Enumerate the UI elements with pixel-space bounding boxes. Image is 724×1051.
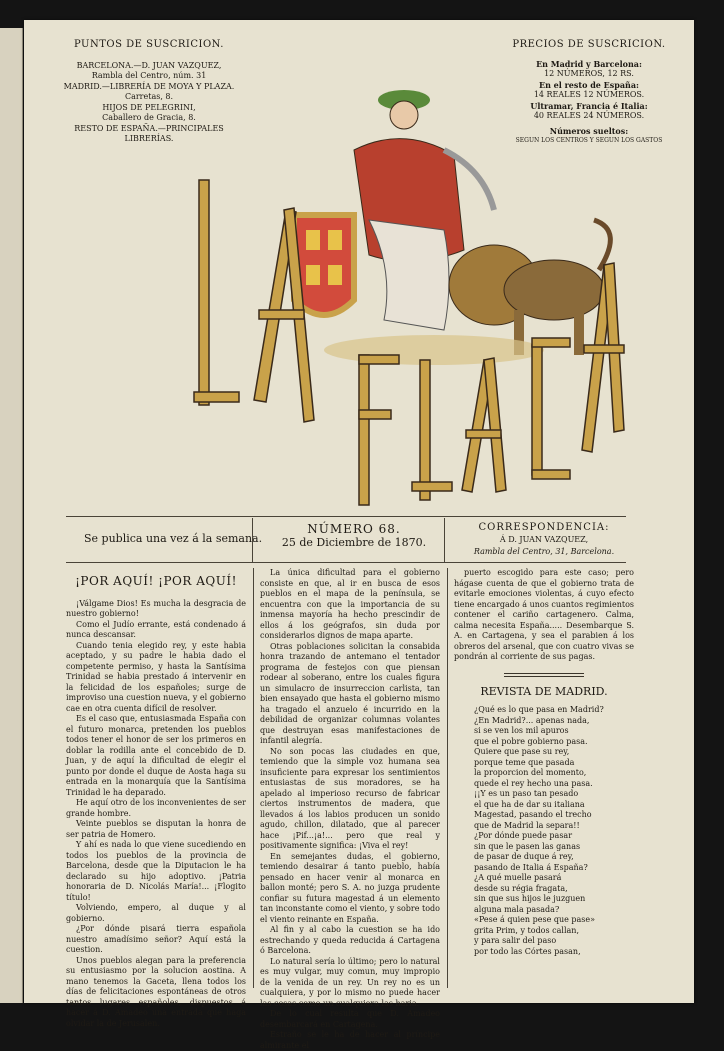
poem-line: y para salir del paso (474, 936, 557, 945)
poem-line: quede el rey hecho una pasa. (474, 778, 593, 788)
correspondence-name: Á D. JUAN VAZQUEZ, (499, 535, 589, 544)
masthead-illustration (154, 70, 644, 520)
bar-divider (252, 518, 253, 562)
subscription-line: HIJOS DE PELEGRINI, (102, 102, 196, 112)
column-divider (253, 568, 254, 988)
poem-line: ¿Qué es lo que pasa en Madrid? (474, 705, 604, 714)
paragraph: ¡Válgame Dios! Es mucha la desgracia de nuestro gobierno! (66, 598, 246, 618)
paragraph: Al fin y al cabo la cuestion se ha ido estrechando y queda reducida á Cartagena ó Barcelona. (260, 925, 440, 955)
poem-line: de pasar de duque á rey, (474, 852, 574, 861)
paragraph: Estraño se le ha de hacer al príncipe almirante el (260, 1030, 440, 1050)
paragraph: Como el Judío errante, está condenado á nunca descansar. (66, 619, 246, 639)
correspondence-title: CORRESPONDENCIA: (478, 522, 610, 533)
subscription-line: LIBRERÍAS. (124, 134, 174, 143)
poem-line: el que ha de dar su italiana (474, 799, 585, 809)
issue-date: 25 de Diciembre de 1870. (281, 536, 427, 549)
paragraph: De lo cual resulta que D. Amadeo desembarcará en Cartagena. (260, 1009, 440, 1029)
price-line: Números sueltos: (549, 125, 629, 136)
poem-line: ¡¡Y es un paso tan pesado (474, 789, 579, 798)
paragraph: No son pocas las ciudades en que, temiendo que la simple voz humana sea insuficiente para expresar los sentimientos entusiastas de sus moradores, se ha apelado al imperioso recurso de fabricar ciertos instrumentos de madera, que llevados á los labios producen un sonido agudo, chillon, dilatado, que al parecer hace ¡Pif...¡a!... pero que real y positivamente significa: ¡Viva el rey! (260, 746, 440, 850)
bottom-rule (66, 562, 626, 563)
paragraph: Veinte pueblos se disputan la honra de ser patria de Homero. (66, 819, 246, 839)
poem-line: si se ven los mil apuros (474, 726, 569, 735)
paragraph: Unos pueblos alegan para la preferencia su entusiasmo por la solucion aostina. A mano tenemos la Gaceta, llena todos los días de felicitaciones espontáneas de otros tantos lugares españoles, dispuestos á hacer á D. Amadeo una entrada que haga olvidar la de Jerusalen. (66, 955, 246, 1028)
subscription-line: RESTO DE ESPAÑA.—PRINCIPALES (74, 123, 224, 133)
column-divider (447, 568, 448, 988)
price-line: En Madrid y Barcelona: (536, 58, 642, 69)
paragraph: puerto escogido para este caso; pero hágase cuenta de que el gobierno trata de evitarle emociones violentas, á cuyo efecto tiene encargado á unos cuantos regimientos contener el cariño cartagenero. Calma, calma necesita España..... Desembarque S. A. en Cartagena, y sea el parabien á los obreros del arsenal, que con cuatro vivas se pondrán al corriente de sus pagas. (454, 568, 634, 661)
poem-line: por todo las Córtes pasan, (474, 946, 581, 956)
paragraph: Volviendo, empero, al duque y al gobierno. (66, 903, 246, 923)
article-title: ¡POR AQUÍ! ¡POR AQUÍ! (75, 574, 237, 588)
paragraph: En semejantes dudas, el gobierno, temiendo desairar á tanto pueblo, había pensado en hacer venir al monarca en ballon monté; pero S. A. no juzga prudente confiar su futura magestad á un elemento tan inconstante como el viento, y sobre todo el viento reinante en España. (260, 851, 440, 924)
poem-line: «Pese á quien pese que pase» (474, 915, 596, 924)
poem-line: Magestad, pasando el trecho (474, 810, 592, 819)
correspondence (444, 522, 644, 558)
lion-figure (449, 220, 610, 355)
subscription-line: Carretas, 8. (124, 92, 174, 101)
newspaper-page (24, 20, 694, 1050)
poem-line: que el pobre gobierno pasa. (474, 736, 588, 746)
poem-line: la proporcion del momento, (474, 768, 587, 777)
poem-line: ¿Por dónde puede pasar (474, 831, 573, 840)
top-rule (66, 516, 626, 517)
poem-line: Quiere que pase su rey, (474, 747, 570, 756)
paragraph: Y ahí es nada lo que viene sucediendo en todos los pueblos de la provincia de Barcelona, desde que la Diputacion le ha declarado su hijo adoptivo. ¡Patria honoraria de D. Nicolás María!... ¡Flogito título! (66, 840, 246, 902)
publication-frequency: Se publica una vez á la semana. (84, 532, 263, 545)
section-title: REVISTA DE MADRID. (480, 684, 608, 698)
price-line: En el resto de España: (538, 79, 640, 90)
subscription-line: Caballero de Gracia, 8. (102, 113, 196, 122)
paragraph: He aquí otro de los inconvenientes de ser grande hombre. (66, 798, 246, 818)
price-line: SEGUN LOS CENTROS Y SEGUN LOS GASTOS (515, 137, 663, 144)
poem-line: sin que le pasen las ganas (474, 841, 581, 851)
paragraph: Otras poblaciones solicitan la consabida honra trazando de antemano el tentador programa de festejos con que piensan rodear al soberano, entre los cuales figura un simulacro de insurreccion carlista, tan bien ensayado que hasta el gobierno mismo ha tragado el anzuelo é incurrido en la debilidad de organizar columnas volantes que destruyan esas manifestaciones de infantil alegría. (260, 641, 440, 745)
article-column-2 (260, 568, 440, 1051)
article-column-3 (454, 568, 634, 957)
price-line: 40 REALES 24 NÚMEROS. (533, 111, 645, 120)
poem-line: porque teme que pasada (474, 757, 575, 767)
poem-line: que de Madrid la separa!! (474, 820, 580, 830)
price-line: Ultramar, Francia é Italia: (530, 100, 648, 111)
poem-line: ¿En Madrid?... apenas nada, (474, 715, 590, 725)
masthead-title: LA FLACA (399, 430, 405, 431)
poem-line: desde su régia fragata, (474, 883, 568, 893)
poem-line: pasando de Italia á España? (474, 862, 588, 872)
subscription-line: Rambla del Centro, núm. 31 (91, 71, 207, 80)
paragraph: La única dificultad para el gobierno consiste en que, al ir en busca de esos pueblos en el mapa de la península, se encuentra con que la importancia de su inmensa mayoría ha hecho prescindir de ellos á los geógrafos, sin duda por considerarlos dignos de mapa aparte. (260, 568, 440, 640)
poem-line: alguna mala pasada? (474, 904, 560, 914)
issue-info (264, 522, 444, 550)
paragraph: ¿Por dónde pisará tierra española nuestro amadísimo señor? Aquí está la cuestion. (66, 924, 246, 954)
correspondence-address: Rambla del Centro, 31, Barcelona. (473, 547, 615, 556)
subscription-points-title: PUNTOS DE SUSCRICION. (74, 39, 224, 50)
paragraph: Cuando tenia elegido rey, y este habia aceptado, y su padre le habia dado el competente permiso, y hasta la Santísima Trinidad se habia prestado á intervenir en la felicidad de los españoles; surge de improviso una cuestion nueva, y el gobierno cae en otra cuenta difícil de resolver. (66, 640, 246, 713)
subscription-line: MADRID.—LIBRERÍA DE MOYA Y PLAZA. (63, 81, 235, 91)
price-line: 14 REALES 12 NÚMEROS. (533, 90, 645, 99)
price-line: 12 NÚMEROS, 12 RS. (544, 69, 634, 78)
section-ornament (504, 673, 584, 677)
subscription-line: BARCELONA.—D. JUAN VAZQUEZ, (76, 60, 222, 70)
issue-number: NÚMERO 68. (307, 522, 401, 536)
paragraph: Lo natural sería lo último; pero lo natural es muy vulgar, muy comun, muy impropio de la venida de un rey. Un rey no es un cualquiera, y por lo mismo no puede hacer las cosas como un cualquiera las haria. (260, 956, 440, 1008)
article-column-1 (66, 568, 246, 1029)
previous-page-edge (0, 28, 23, 1003)
subscription-prices-title: PRECIOS DE SUSCRICION. (512, 39, 666, 50)
poem-line: ¿A qué muelle pasará (474, 873, 562, 882)
paragraph: Es el caso que, entusiasmada España con el futuro monarca, pretenden los pueblos todos tener el honor de ser los primeros en doblar la rodilla ante el concebido de D. Juan, y de aquí la dificultad de elegir el punto por donde el duque de Aosta haga su entrada en la monarquía que la Santísima Trinidad le ha deparado. (66, 714, 246, 797)
poem-line: sin que sus hijos le juzguen (474, 894, 586, 903)
poem-line: grita Prim, y todos callan, (474, 925, 579, 935)
